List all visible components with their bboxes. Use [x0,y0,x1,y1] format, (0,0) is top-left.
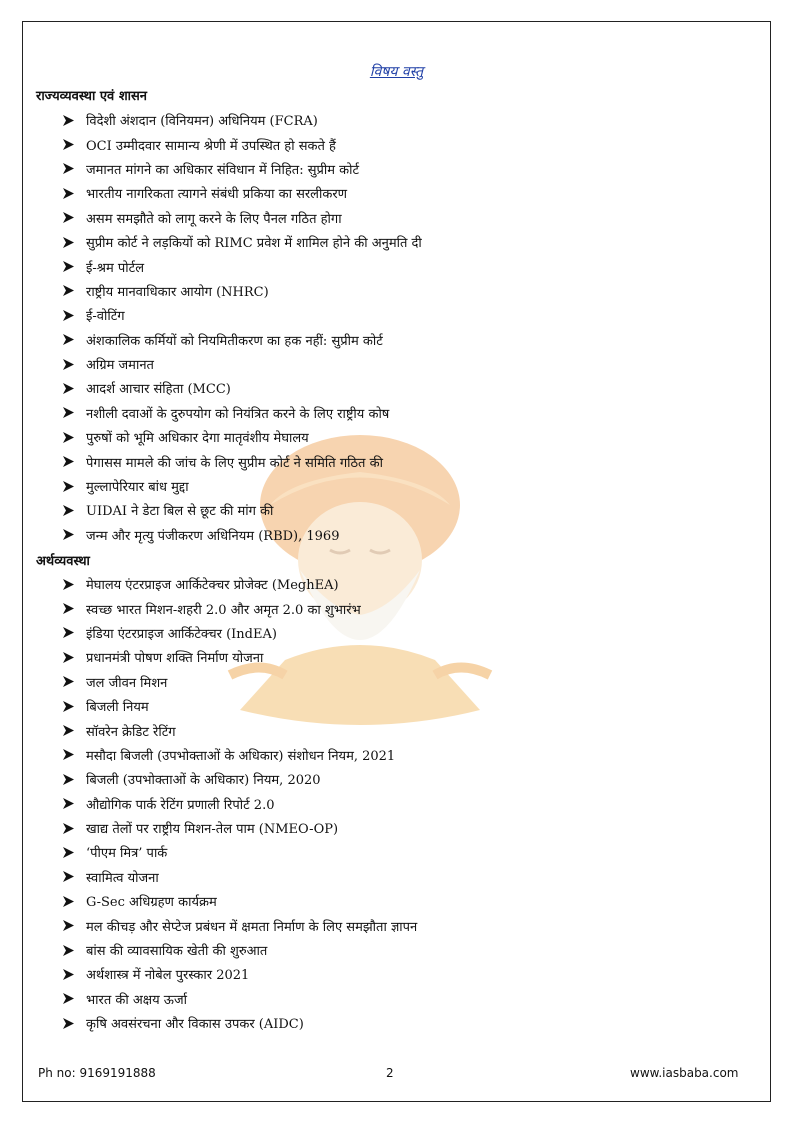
list-item-text: सुप्रीम कोर्ट ने लड़कियों को RIMC प्रवेश में शामिल होने की अनुमति दी [86,236,422,252]
list-item [62,645,417,669]
polity-topic-list [62,108,422,547]
arrow-bullet-icon [62,626,86,639]
list-item-text: मसौदा बिजली (उपभोक्ताओं के अधिकार) संशोधन नियम, 2021 [86,748,396,764]
list-item [62,108,422,132]
arrow-bullet-icon [62,748,86,761]
arrow-bullet-icon [62,358,86,371]
list-item-text: पेगासस मामले की जांच के लिए सुप्रीम कोर्ट ने समिति गठित की [86,455,383,471]
list-item-text: सॉवरेन क्रेडिट रेटिंग [86,724,176,740]
list-item-text: इंडिया एंटरप्राइज आर्किटेक्चर (IndEA) [86,626,277,642]
arrow-bullet-icon [62,919,86,932]
list-item-text: जल जीवन मिशन [86,675,168,691]
arrow-bullet-icon [62,431,86,444]
list-item-text: विदेशी अंशदान (विनियमन) अधिनियम (FCRA) [86,114,318,130]
list-item [62,328,422,352]
list-item-text: अग्रिम जमानत [86,358,154,374]
arrow-bullet-icon [62,773,86,786]
list-item [62,572,417,596]
list-item [62,425,422,449]
list-item-text: ‘पीएम मित्र’ पार्क [86,846,168,862]
arrow-bullet-icon [62,700,86,713]
arrow-bullet-icon [62,992,86,1005]
section-heading-polity: राज्यव्यवस्था एवं शासन [36,89,148,104]
economy-topic-list [62,572,417,1035]
arrow-bullet-icon [62,260,86,273]
list-item-text: जन्म और मृत्यु पंजीकरण अधिनियम (RBD), 1969 [86,528,340,544]
list-item [62,816,417,840]
arrow-bullet-icon [62,724,86,737]
arrow-bullet-icon [62,162,86,175]
arrow-bullet-icon [62,114,86,127]
list-item [62,694,417,718]
list-item [62,987,417,1011]
arrow-bullet-icon [62,406,86,419]
list-item [62,670,417,694]
arrow-bullet-icon [62,895,86,908]
list-item [62,401,422,425]
arrow-bullet-icon [62,1017,86,1030]
list-item [62,352,422,376]
list-item [62,132,422,156]
list-item-text: नशीली दवाओं के दुरुपयोग को नियंत्रित करने के लिए राष्ट्रीय कोष [86,406,390,422]
arrow-bullet-icon [62,968,86,981]
list-item-text: प्रधानमंत्री पोषण शक्ति निर्माण योजना [86,651,264,667]
arrow-bullet-icon [62,870,86,883]
list-item-text: UIDAI ने डेटा बिल से छूट की मांग की [86,504,274,520]
list-item-text: बिजली नियम [86,700,149,716]
list-item-text: ई-वोटिंग [86,309,125,325]
list-item-text: औद्योगिक पार्क रेटिंग प्रणाली रिपोर्ट 2.0 [86,797,275,813]
list-item [62,181,422,205]
list-item [62,621,417,645]
arrow-bullet-icon [62,333,86,346]
list-item-text: जमानत मांगने का अधिकार संविधान में निहित: सुप्रीम कोर्ट [86,162,360,178]
list-item [62,157,422,181]
footer-page-number: 2 [386,1066,394,1080]
list-item-text: आदर्श आचार संहिता (MCC) [86,382,231,398]
list-item-text: कृषि अवसंरचना और विकास उपकर (AIDC) [86,1017,304,1033]
list-item-text: OCI उम्मीदवार सामान्य श्रेणी में उपस्थित हो सकते हैं [86,138,336,154]
page-title: विषय वस्तु [369,64,424,80]
list-item [62,303,422,327]
arrow-bullet-icon [62,211,86,224]
list-item-text: भारतीय नागरिकता त्यागने संबंधी प्रकिया का सरलीकरण [86,187,348,203]
list-item [62,718,417,742]
list-item-text: स्वामित्व योजना [86,870,159,886]
list-item-text: स्वच्छ भारत मिशन-शहरी 2.0 और अमृत 2.0 का शुभारंभ [86,602,361,618]
list-item-text: भारत की अक्षय ऊर्जा [86,992,187,1008]
footer-phone: Ph no: 9169191888 [38,1066,156,1080]
list-item [62,279,422,303]
arrow-bullet-icon [62,187,86,200]
list-item [62,254,422,278]
arrow-bullet-icon [62,797,86,810]
arrow-bullet-icon [62,602,86,615]
list-item [62,523,422,547]
arrow-bullet-icon [62,382,86,395]
list-item-text: अंशकालिक कर्मियों को नियमितीकरण का हक नहीं: सुप्रीम कोर्ट [86,333,383,349]
list-item-text: अर्थशास्त्र में नोबेल पुरस्कार 2021 [86,968,250,984]
list-item [62,840,417,864]
list-item [62,743,417,767]
list-item [62,498,422,522]
arrow-bullet-icon [62,309,86,322]
list-item-text: मेघालय एंटरप्राइज आर्किटेक्चर प्रोजेक्ट (MeghEA) [86,578,339,594]
list-item [62,449,422,473]
arrow-bullet-icon [62,480,86,493]
list-item [62,474,422,498]
arrow-bullet-icon [62,284,86,297]
list-item-text: राष्ट्रीय मानवाधिकार आयोग (NHRC) [86,284,269,300]
list-item [62,792,417,816]
list-item [62,230,422,254]
list-item [62,376,422,400]
list-item-text: खाद्य तेलों पर राष्ट्रीय मिशन-तेल पाम (NMEO-OP) [86,822,339,838]
arrow-bullet-icon [62,236,86,249]
list-item-text: मुल्लापेरियार बांध मुद्दा [86,480,189,496]
arrow-bullet-icon [62,455,86,468]
list-item-text: बांस की व्यावसायिक खेती की शुरुआत [86,944,268,960]
list-item [62,889,417,913]
list-item [62,767,417,791]
arrow-bullet-icon [62,138,86,151]
list-item-text: असम समझौते को लागू करने के लिए पैनल गठित होगा [86,211,342,227]
list-item-text: ई-श्रम पोर्टल [86,260,145,276]
list-item-text: मल कीचड़ और सेप्टेज प्रबंधन में क्षमता निर्माण के लिए समझौता ज्ञापन [86,919,418,935]
list-item-text: G-Sec अधिग्रहण कार्यक्रम [86,895,217,911]
arrow-bullet-icon [62,504,86,517]
arrow-bullet-icon [62,651,86,664]
footer-website: www.iasbaba.com [630,1066,739,1080]
arrow-bullet-icon [62,944,86,957]
list-item-text: पुरुषों को भूमि अधिकार देगा मातृवंशीय मेघालय [86,431,309,447]
list-item-text: बिजली (उपभोक्ताओं के अधिकार) नियम, 2020 [86,773,321,789]
section-heading-economy: अर्थव्यवस्था [36,554,90,569]
list-item [62,962,417,986]
arrow-bullet-icon [62,822,86,835]
arrow-bullet-icon [62,846,86,859]
arrow-bullet-icon [62,528,86,541]
list-item [62,938,417,962]
list-item [62,596,417,620]
arrow-bullet-icon [62,675,86,688]
list-item [62,206,422,230]
list-item [62,1011,417,1035]
list-item [62,913,417,937]
list-item [62,865,417,889]
arrow-bullet-icon [62,578,86,591]
